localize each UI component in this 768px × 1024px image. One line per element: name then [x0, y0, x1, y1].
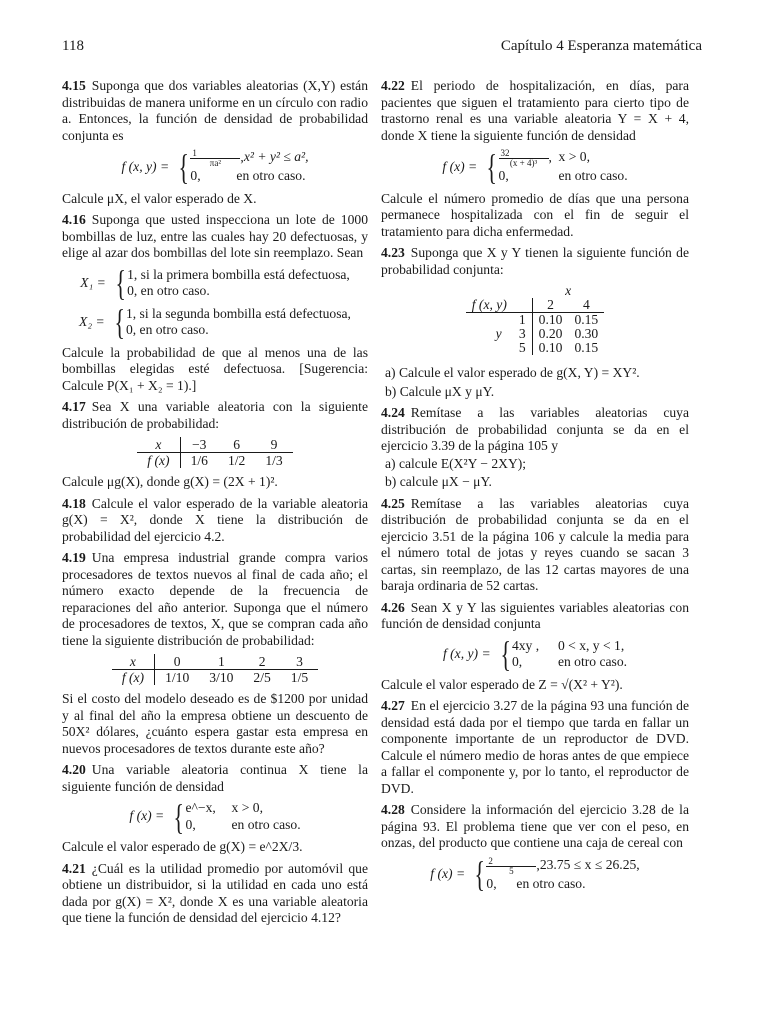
exercise-text: Una variable aleatoria continua X tiene la siguiente función de densidad [62, 762, 368, 794]
case-condition: x > 0, [231, 800, 263, 815]
exercise-number: 4.23 [381, 245, 405, 260]
case-row: 1, si la primera bombilla está defectuosa, [127, 266, 350, 282]
table-cell: 9 [255, 437, 292, 453]
exercise-number: 4.18 [62, 495, 86, 511]
subquestion-b: b) calcule μX − μY. [385, 474, 492, 489]
exercise-text: Calcule el valor esperado de la variable aleatoria g(X) = X², donde X tiene la distribución de probabilidad del ejercicio 4.2. [62, 495, 368, 544]
x-axis-label: x [565, 283, 572, 298]
row-header: 1 [513, 313, 532, 328]
joint-distribution-table [466, 284, 604, 355]
exercise-question: Calcule μg(X), donde g(X) = (2X + 1)². [62, 474, 278, 489]
exercise-text: Suponga que X y Y tienen la siguiente función de probabilidad conjunta: [381, 245, 689, 277]
case-value: 0, [185, 816, 196, 832]
formula-lhs: f (x) = [442, 158, 478, 174]
exercise-text: Sean X y Y las siguientes variables aleatorias con función de densidad conjunta [381, 599, 689, 631]
exercise-number: 4.15 [62, 78, 86, 93]
case-condition: en otro caso. [231, 816, 301, 832]
exercise-4-22 [381, 78, 689, 144]
frac-num: 2 [486, 857, 536, 867]
table-cell: 3/10 [209, 670, 234, 685]
exercise-text: ¿Cuál es la utilidad promedio por automóvil que obtiene un distribuidor, si la utilidad en cada uno está dada por g(X) = X², donde X es una variable aleatoria que tiene la función de densidad del ejercicio 4.12? [62, 860, 368, 925]
exercise-4-15 [62, 78, 368, 144]
density-formula: f (x) = { $\frac{32}{\text{(x + 4)³}}$ , x > 0, 0, en otro caso. [442, 146, 628, 187]
case-row: 0, en otro caso. [125, 322, 209, 337]
table-cell: 0.15 [574, 340, 599, 355]
exercise-question: Calcule la probabilidad de que al menos una de las bombillas elegidas esté defectuosa. [Sugerencia: Calcule P(X₁ + X₂ = 1).] [62, 344, 368, 393]
density-formula: f (x, y) = { $\frac{1}{\text{πa²}}$ , x² + y² ≤ a², 0, en otro caso. [121, 146, 309, 187]
exercise-number: 4.24 [381, 405, 405, 420]
case-condition: x² + y² ≤ a², [243, 149, 309, 164]
row-label: x [112, 654, 155, 670]
frac-den: (x + 4)³ [509, 158, 538, 168]
table-cell: 0.30 [574, 326, 599, 341]
chapter-title: Capítulo 4 Esperanza matemática [500, 38, 702, 54]
table-cell: 0.15 [574, 312, 599, 327]
case-value: 0, [486, 875, 497, 891]
frac-den: 5 [509, 865, 514, 876]
table-cell: 1 [199, 654, 243, 670]
distribution-table [137, 437, 292, 468]
table-cell: 3 [281, 654, 318, 670]
formula-lhs: f (x, y) = [121, 158, 170, 174]
case-value: 0, [190, 168, 201, 183]
exercise-text: Una empresa industrial grande compra varios procesadores de textos nuevos al final de cada año; el número exacto depende de la frecuencia de reparaciones del año anterior. Suponga que el número de procesadores de textos, X, que se compran cada año tiene la siguiente distribución de probabilidad: [62, 550, 368, 648]
frac-den: πa² [209, 158, 222, 168]
table-cell: 2 [243, 654, 280, 670]
case-condition: 23.75 ≤ x ≤ 26.25, [539, 856, 640, 872]
table-cell: 1/3 [265, 453, 283, 468]
corner-label: f (x, y) [466, 298, 513, 313]
exercise-number: 4.16 [62, 212, 86, 227]
formula-lhs: X₂ = [79, 313, 105, 329]
exercise-4-18 [62, 496, 368, 546]
table-cell: 1/10 [165, 670, 190, 685]
exercise-4-21 [62, 861, 368, 927]
table-cell: 0.10 [538, 312, 563, 327]
row-header: 5 [513, 341, 532, 355]
table-cell: 0.20 [538, 326, 563, 341]
row-label: x [137, 437, 180, 453]
exercise-number: 4.25 [381, 495, 405, 511]
exercise-question: Calcule el número promedio de días que una persona permanece hospitalizada con el fin de seguir el tratamiento para dicha enfermedad. [381, 190, 689, 239]
exercise-text: Suponga que usted inspecciona un lote de 1000 bombillas de luz, entre las cuales hay 20 defectuosas, y elige al azar dos bombillas del lote sin reemplazo. Sean [62, 212, 368, 260]
exercise-number: 4.28 [381, 802, 405, 817]
subquestion-a: a) calcule E(X²Y − 2XY); [385, 455, 527, 471]
exercise-text: Remítase a las variables aleatorias cuya distribución de probabilidad conjunta se da en el ejercicio 3.39 de la página 105 y [381, 405, 689, 453]
density-formula: f (x) = { e^−x, x > 0, 0, en otro caso. [129, 796, 301, 837]
table-cell: 2/5 [253, 670, 271, 685]
exercise-number: 4.19 [62, 550, 86, 565]
x1-definition: X₁ = { 1, si la primera bombilla está defectuosa, 0, en otro caso. [80, 263, 350, 303]
row-label: f (x) [112, 670, 155, 686]
exercise-number: 4.21 [62, 860, 86, 876]
table-cell: 1/6 [190, 453, 208, 468]
exercise-4-27 [381, 698, 689, 797]
exercise-4-20 [62, 762, 368, 795]
column-header: 2 [532, 298, 568, 313]
table-cell: 1/2 [227, 453, 246, 468]
case-row: 0, en otro caso. [127, 283, 210, 298]
exercise-text: Remítase a las variables aleatorias cuya distribución de probabilidad conjunta se da en el ejercicio 3.51 de la página 106 y calcule la media para el número total de jotas y reyes cuando se sacan 3 cartas, sin reemplazo, de las 12 cartas mayores de una baraja ordinaria de 52 cartas. [381, 495, 689, 593]
x2-definition: X₂ = { 1, si la segunda bombilla está defectuosa, 0, en otro caso. [79, 302, 351, 342]
density-formula: f (x) = { $\frac{2}{5}$ , 23.75 ≤ x ≤ 26.25, 0, en otro caso. [430, 854, 640, 895]
joint-density-formula: f (x, y) = { 4xy , 0 < x, y < 1, 0, en otro caso. [442, 634, 628, 674]
exercise-4-25 [381, 496, 689, 595]
exercise-4-26 [381, 600, 689, 633]
table-cell: 0 [155, 654, 200, 670]
case-value: 0, [498, 168, 509, 183]
exercise-number: 4.17 [62, 399, 86, 414]
formula-lhs: f (x) = [430, 866, 466, 881]
exercise-4-16 [62, 212, 368, 262]
table-cell: 6 [218, 437, 255, 453]
exercise-text: Considere la información del ejercicio 3.28 de la página 93. El problema tiene que ver con el peso, en onzas, del producto que contiene una caja de cereal con [381, 802, 689, 850]
case-row: 1, si la segunda bombilla está defectuosa, [125, 305, 351, 321]
case-condition: en otro caso. [516, 875, 586, 891]
table-cell: 1/5 [290, 670, 309, 685]
exercise-number: 4.20 [62, 762, 86, 777]
exercise-4-23 [381, 245, 689, 278]
formula-lhs: f (x) = [129, 808, 165, 824]
subquestion-b: b) Calcule μX y μY. [385, 383, 495, 399]
formula-lhs: f (x, y) = [442, 645, 491, 661]
formula-lhs: X₁ = [80, 274, 106, 290]
page-number: 118 [62, 38, 84, 54]
exercise-text: El periodo de hospitalización, en días, para pacientes que siguen el tratamiento para cierto tipo de trastorno renal es una variable aleatoria Y = X + 4, donde X tiene la siguiente función de densidad [381, 78, 689, 143]
exercise-question: Calcule μX, el valor esperado de X. [62, 190, 257, 206]
case-condition: en otro caso. [236, 168, 306, 183]
exercise-text: Sea X una variable aleatoria con la siguiente distribución de probabilidad: [62, 399, 368, 431]
case-value: e^−x, [185, 800, 216, 815]
distribution-table [112, 654, 318, 685]
exercise-number: 4.22 [381, 78, 405, 93]
exercise-text: Suponga que dos variables aleatorias (X,Y) están distribuidas de manera uniforme en un círculo con radio a. Entonces, la función de densidad de probabilidad conjunta es [62, 78, 368, 143]
case-condition: en otro caso. [557, 654, 628, 669]
exercise-question: Calcule el valor esperado de Z = √(X² + Y²). [381, 676, 623, 692]
case-condition: 0 < x, y < 1, [557, 637, 625, 653]
row-label: f (x) [137, 453, 180, 469]
case-condition: x > 0, [558, 149, 590, 164]
exercise-4-19 [62, 550, 368, 649]
table-cell: −3 [180, 437, 218, 453]
row-header: 3 [513, 327, 532, 341]
exercise-text: En el ejercicio 3.27 de la página 93 una función de densidad está dada por el tiempo que tarda en fallar un componente importante de un reproductor de DVD. Calcule el número medio de horas antes de que empiece a fallar el componente y, por lo tanto, el reproductor de DVD. [381, 698, 689, 796]
exercise-question: Si el costo del modelo deseado es de $1200 por unidad y al final del año la empresa obtiene un descuento de 50X² dólares, ¿cuánto espera gastar esta empresa en nuevos procesadores de textos durante este año? [62, 691, 368, 756]
exercise-number: 4.26 [381, 599, 405, 615]
exercise-question: Calcule el valor esperado de g(X) = e^2X/3. [62, 839, 303, 854]
table-cell: 0.10 [538, 340, 563, 355]
exercise-number: 4.27 [381, 698, 405, 713]
subquestion-a: a) Calcule el valor esperado de g(X, Y) = XY². [385, 365, 640, 380]
case-value: 4xy , [511, 637, 540, 653]
right-column [381, 78, 689, 898]
exercise-4-28 [381, 802, 689, 852]
frac-num: 1 [190, 149, 240, 159]
case-condition: en otro caso. [558, 168, 628, 183]
column-header: 4 [568, 298, 604, 313]
case-value: 0, [511, 654, 523, 669]
y-axis-label: y [495, 326, 502, 341]
exercise-4-24 [381, 405, 689, 455]
frac-num: 32 [499, 149, 549, 159]
left-column [62, 78, 368, 932]
exercise-4-17 [62, 399, 368, 432]
